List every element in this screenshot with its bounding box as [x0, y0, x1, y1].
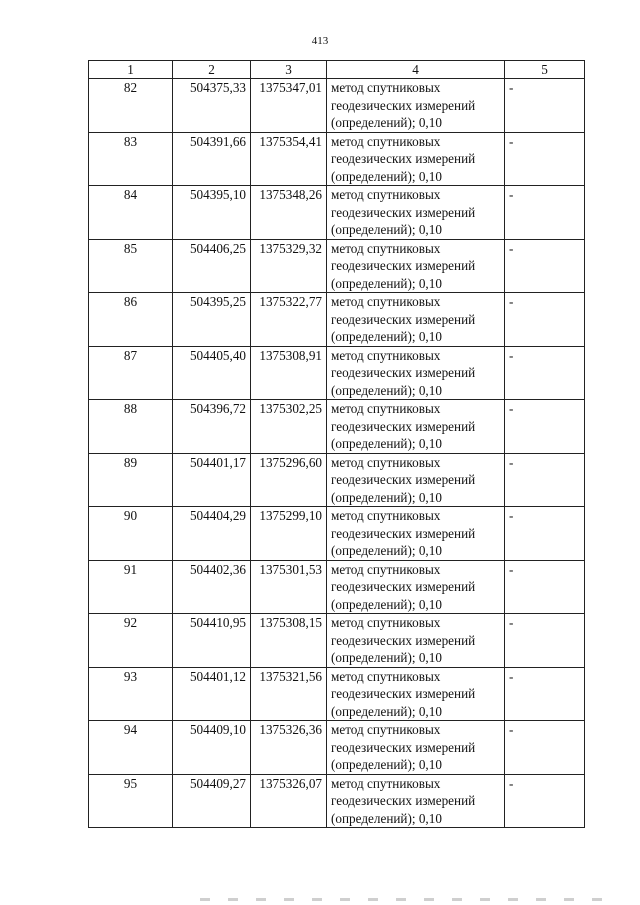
method-text: (определений); 0,10 — [331, 543, 442, 558]
table-row — [89, 239, 585, 293]
table-row — [89, 79, 585, 133]
y-coordinate-cell — [251, 614, 327, 668]
x-coordinate-text: 504401,17 — [189, 454, 246, 470]
header-col-5: 5 — [505, 61, 585, 79]
point-number-cell — [89, 186, 173, 240]
x-coordinate-text: 504402,36 — [189, 561, 246, 577]
note-text: - — [509, 133, 514, 149]
method-text: геодезических измерений — [331, 579, 476, 594]
point-number-text: 89 — [123, 454, 138, 470]
point-number-cell — [89, 400, 173, 454]
method-text: геодезических измерений — [331, 204, 476, 220]
y-coordinate-text: 1375296,60 — [259, 454, 322, 470]
method-text: метод спутниковых — [331, 133, 441, 149]
y-coordinate-text: 1375299,10 — [259, 508, 322, 523]
note-text: - — [509, 561, 514, 577]
method-text: метод спутниковых — [331, 615, 441, 630]
x-coordinate-cell — [173, 346, 251, 400]
note-text: - — [509, 508, 514, 523]
point-number-cell — [89, 132, 173, 186]
method-cell — [327, 560, 505, 614]
x-coordinate-text: 504410,95 — [189, 615, 246, 630]
method-text: метод спутниковых — [331, 561, 441, 577]
point-number-text: 84 — [123, 187, 138, 202]
y-coordinate-cell — [251, 400, 327, 454]
point-number-text: 88 — [123, 401, 138, 416]
note-cell — [505, 560, 585, 614]
note-text: - — [509, 775, 514, 791]
note-cell — [505, 132, 585, 186]
table-row — [89, 614, 585, 668]
method-text: (определений); 0,10 — [331, 757, 442, 772]
y-coordinate-text: 1375301,53 — [259, 561, 322, 577]
note-cell — [505, 346, 585, 400]
x-coordinate-cell — [173, 507, 251, 561]
y-coordinate-text: 1375308,91 — [259, 347, 322, 363]
method-text: метод спутниковых — [331, 187, 441, 202]
y-coordinate-cell — [251, 186, 327, 240]
x-coordinate-cell — [173, 400, 251, 454]
method-text: геодезических измерений — [331, 151, 476, 166]
method-text: геодезических измерений — [331, 258, 476, 273]
x-coordinate-text: 504391,66 — [189, 133, 246, 149]
method-text: метод спутниковых — [331, 80, 441, 95]
point-number-text: 92 — [123, 615, 138, 630]
table-row — [89, 132, 585, 186]
y-coordinate-cell — [251, 293, 327, 347]
note-text: - — [509, 615, 514, 630]
method-text: геодезических измерений — [331, 632, 476, 648]
header-col-1: 1 — [89, 61, 173, 79]
x-coordinate-cell — [173, 667, 251, 721]
note-text: - — [509, 187, 514, 202]
method-cell — [327, 453, 505, 507]
y-coordinate-text: 1375329,32 — [259, 240, 322, 256]
y-coordinate-cell — [251, 346, 327, 400]
method-text: метод спутниковых — [331, 294, 441, 309]
table-row — [89, 293, 585, 347]
method-text: метод спутниковых — [331, 401, 441, 416]
y-coordinate-text: 1375354,41 — [259, 133, 322, 149]
point-number-text: 91 — [123, 561, 138, 577]
table-body — [89, 79, 585, 828]
method-text: геодезических измерений — [331, 793, 476, 808]
table-row — [89, 721, 585, 775]
method-text: (определений); 0,10 — [331, 489, 442, 505]
method-text: (определений); 0,10 — [331, 596, 442, 612]
point-number-text: 87 — [123, 347, 138, 363]
y-coordinate-cell — [251, 721, 327, 775]
table-row — [89, 453, 585, 507]
y-coordinate-text: 1375302,25 — [259, 401, 322, 416]
method-text: геодезических измерений — [331, 686, 476, 701]
method-text: геодезических измерений — [331, 97, 476, 113]
method-cell — [327, 400, 505, 454]
table-header — [89, 61, 585, 79]
y-coordinate-text: 1375347,01 — [259, 80, 322, 95]
method-text: геодезических измерений — [331, 418, 476, 434]
coordinates-table — [88, 60, 585, 828]
note-cell — [505, 774, 585, 828]
method-cell — [327, 774, 505, 828]
method-text: геодезических измерений — [331, 311, 476, 327]
y-coordinate-cell — [251, 774, 327, 828]
method-text: метод спутниковых — [331, 454, 441, 470]
method-text: (определений); 0,10 — [331, 650, 442, 665]
table-row — [89, 507, 585, 561]
method-text: геодезических измерений — [331, 525, 476, 541]
note-text: - — [509, 294, 514, 309]
point-number-cell — [89, 507, 173, 561]
scan-artifact — [200, 898, 620, 901]
table-row — [89, 346, 585, 400]
note-text: - — [509, 80, 514, 95]
point-number-cell — [89, 721, 173, 775]
method-text: (определений); 0,10 — [331, 222, 442, 237]
method-cell — [327, 186, 505, 240]
method-text: геодезических измерений — [331, 739, 476, 755]
point-number-cell — [89, 346, 173, 400]
y-coordinate-cell — [251, 453, 327, 507]
table-row — [89, 667, 585, 721]
y-coordinate-cell — [251, 667, 327, 721]
y-coordinate-text: 1375321,56 — [259, 668, 322, 684]
y-coordinate-cell — [251, 507, 327, 561]
x-coordinate-cell — [173, 239, 251, 293]
x-coordinate-text: 504404,29 — [189, 508, 246, 523]
x-coordinate-cell — [173, 79, 251, 133]
method-text: геодезических измерений — [331, 472, 476, 487]
method-text: метод спутниковых — [331, 722, 441, 737]
note-cell — [505, 667, 585, 721]
note-text: - — [509, 722, 514, 737]
method-text: (определений); 0,10 — [331, 329, 442, 344]
x-coordinate-cell — [173, 132, 251, 186]
note-cell — [505, 400, 585, 454]
method-text: метод спутниковых — [331, 508, 441, 523]
note-cell — [505, 721, 585, 775]
x-coordinate-text: 504375,33 — [189, 80, 246, 95]
point-number-text: 90 — [123, 508, 138, 523]
note-text: - — [509, 668, 514, 684]
method-text: (определений); 0,10 — [331, 436, 442, 451]
method-cell — [327, 721, 505, 775]
point-number-cell — [89, 79, 173, 133]
y-coordinate-text: 1375322,77 — [259, 294, 322, 309]
method-cell — [327, 132, 505, 186]
x-coordinate-cell — [173, 453, 251, 507]
method-text: геодезических измерений — [331, 365, 476, 380]
note-text: - — [509, 401, 514, 416]
y-coordinate-cell — [251, 560, 327, 614]
point-number-cell — [89, 774, 173, 828]
table-row — [89, 774, 585, 828]
note-text: - — [509, 347, 514, 363]
point-number-text: 82 — [123, 80, 138, 95]
x-coordinate-text: 504409,27 — [189, 775, 246, 791]
method-text: (определений); 0,10 — [331, 168, 442, 184]
table-row — [89, 400, 585, 454]
method-text: метод спутниковых — [331, 775, 441, 791]
point-number-cell — [89, 560, 173, 614]
header-col-4: 4 — [327, 61, 505, 79]
x-coordinate-text: 504401,12 — [189, 668, 246, 684]
method-cell — [327, 667, 505, 721]
method-cell — [327, 614, 505, 668]
table-row — [89, 560, 585, 614]
point-number-cell — [89, 453, 173, 507]
point-number-text: 94 — [123, 722, 138, 737]
method-text: (определений); 0,10 — [331, 115, 442, 130]
y-coordinate-cell — [251, 132, 327, 186]
x-coordinate-cell — [173, 186, 251, 240]
note-text: - — [509, 240, 514, 256]
x-coordinate-text: 504396,72 — [189, 401, 246, 416]
y-coordinate-cell — [251, 239, 327, 293]
table-row — [89, 186, 585, 240]
x-coordinate-text: 504409,10 — [189, 722, 246, 737]
x-coordinate-text: 504395,10 — [189, 187, 246, 202]
y-coordinate-text: 1375326,36 — [259, 722, 322, 737]
note-cell — [505, 453, 585, 507]
note-cell — [505, 614, 585, 668]
point-number-cell — [89, 239, 173, 293]
method-cell — [327, 293, 505, 347]
method-text: метод спутниковых — [331, 240, 441, 256]
point-number-text: 93 — [123, 668, 138, 684]
x-coordinate-text: 504405,40 — [189, 347, 246, 363]
x-coordinate-text: 504406,25 — [189, 240, 246, 256]
x-coordinate-text: 504395,25 — [189, 294, 246, 309]
method-cell — [327, 346, 505, 400]
x-coordinate-cell — [173, 560, 251, 614]
header-col-3: 3 — [251, 61, 327, 79]
y-coordinate-text: 1375326,07 — [259, 775, 322, 791]
point-number-text: 83 — [123, 133, 138, 149]
x-coordinate-cell — [173, 721, 251, 775]
point-number-text: 95 — [123, 775, 138, 791]
x-coordinate-cell — [173, 774, 251, 828]
method-cell — [327, 239, 505, 293]
point-number-cell — [89, 614, 173, 668]
method-text: (определений); 0,10 — [331, 275, 442, 291]
x-coordinate-cell — [173, 293, 251, 347]
note-cell — [505, 79, 585, 133]
point-number-text: 86 — [123, 294, 138, 309]
page-number: 413 — [311, 35, 329, 47]
point-number-cell — [89, 293, 173, 347]
point-number-cell — [89, 667, 173, 721]
method-text: (определений); 0,10 — [331, 703, 442, 719]
y-coordinate-cell — [251, 79, 327, 133]
note-cell — [505, 186, 585, 240]
x-coordinate-cell — [173, 614, 251, 668]
method-text: (определений); 0,10 — [331, 810, 442, 826]
note-cell — [505, 507, 585, 561]
header-row — [89, 61, 585, 79]
method-text: (определений); 0,10 — [331, 382, 442, 398]
header-col-2: 2 — [173, 61, 251, 79]
point-number-text: 85 — [123, 240, 138, 256]
y-coordinate-text: 1375348,26 — [259, 187, 322, 202]
method-cell — [327, 507, 505, 561]
method-text: метод спутниковых — [331, 668, 441, 684]
method-text: метод спутниковых — [331, 347, 441, 363]
y-coordinate-text: 1375308,15 — [259, 615, 322, 630]
note-text: - — [509, 454, 514, 470]
method-cell — [327, 79, 505, 133]
note-cell — [505, 239, 585, 293]
note-cell — [505, 293, 585, 347]
